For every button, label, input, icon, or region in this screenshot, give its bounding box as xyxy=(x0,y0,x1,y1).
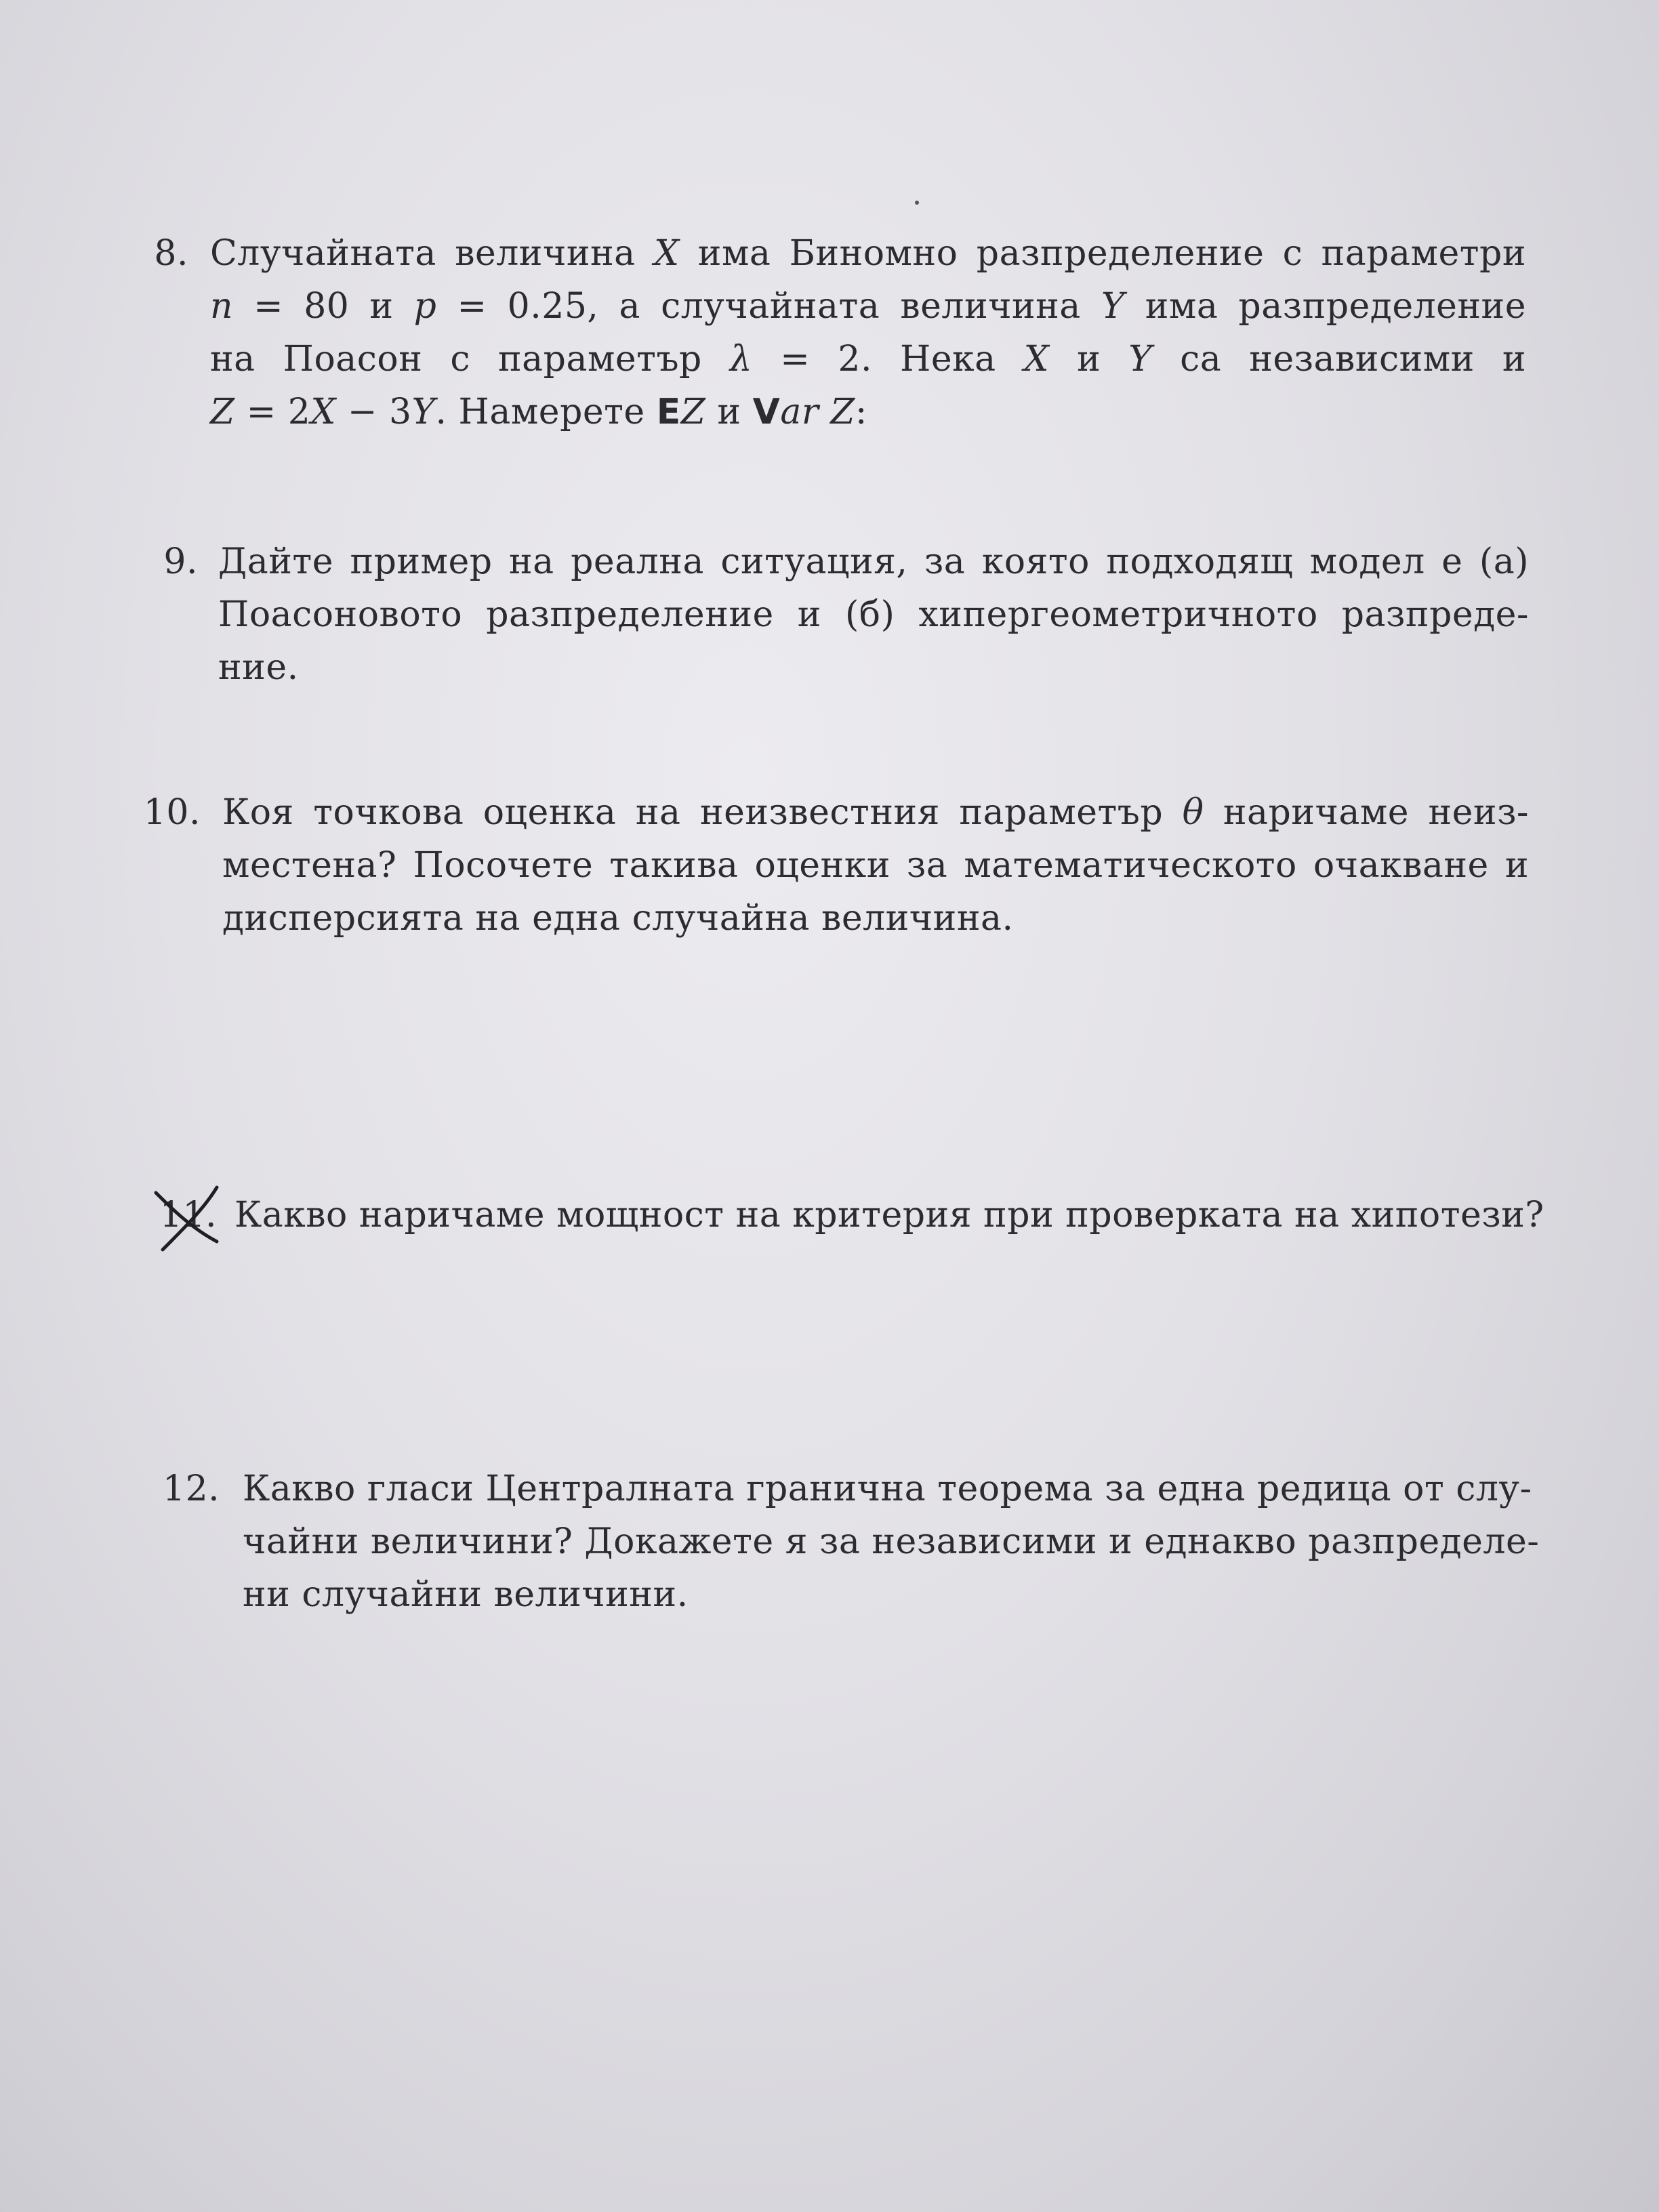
question-text xyxy=(218,535,1529,694)
question-number: 12. xyxy=(163,1469,220,1509)
text-line: Поасоновото разпределение и (б) хипергеометричното разпреде- xyxy=(218,594,1529,635)
text-line: местена? Посочете такива оценки за математическото очакване и xyxy=(222,845,1529,886)
text-line: ни случайни величини. xyxy=(243,1574,689,1615)
handwritten-cross-mark xyxy=(150,1181,225,1255)
question-number: 10. xyxy=(143,792,201,833)
math-symbol: θ xyxy=(1182,792,1204,833)
math-symbol: n xyxy=(210,286,233,327)
math-symbol: Z xyxy=(680,392,706,432)
question-text xyxy=(243,1462,1540,1621)
blackboard-symbol: V xyxy=(752,392,781,432)
question-number: 8. xyxy=(154,233,188,274)
math-symbol: Y xyxy=(1101,286,1125,327)
text-line: дисперсията на една случайна величина. xyxy=(222,898,1014,939)
text-line: на Поасон с параметър λ = 2. Нека X и Y са независими и xyxy=(210,339,1526,380)
question-text xyxy=(222,786,1529,945)
blackboard-symbol: E xyxy=(656,392,681,432)
paper-speck xyxy=(915,201,919,205)
text-line: Z = 2X − 3Y. Намерете EZ и Var Z: xyxy=(210,392,867,432)
text-line: ние. xyxy=(218,647,299,688)
text-line: Дайте пример на реална ситуация, за която подходящ модел е (а) xyxy=(218,541,1529,582)
math-symbol: Y xyxy=(411,392,436,432)
text-line: Случайната величина X има Биномно разпределение с параметри xyxy=(210,233,1526,274)
math-symbol: Z xyxy=(210,392,235,432)
text-line: Какво наричаме мощност на критерия при проверката на хипотези? xyxy=(234,1195,1544,1235)
math-symbol: ar Z xyxy=(780,392,855,432)
text-line: Коя точкова оценка на неизвестния параметър θ наричаме неиз- xyxy=(222,792,1529,833)
math-symbol: X xyxy=(310,392,336,432)
math-symbol: X xyxy=(653,233,680,274)
question-number: 11. xyxy=(159,1195,217,1235)
text-line: чайни величини? Докажете я за независими и еднакво разпределе- xyxy=(243,1521,1540,1562)
text-line: n = 80 и p = 0.25, а случайната величина Y има разпределение xyxy=(210,286,1526,327)
question-text xyxy=(210,227,1526,438)
question-number: 9. xyxy=(163,541,198,582)
question-text xyxy=(234,1189,1544,1242)
math-symbol: Y xyxy=(1128,339,1153,380)
math-symbol: p xyxy=(413,286,437,327)
math-symbol: X xyxy=(1023,339,1050,380)
math-symbol: λ xyxy=(729,339,753,380)
text-line: Какво гласи Централната гранична теорема за една редица от слу- xyxy=(243,1469,1532,1509)
